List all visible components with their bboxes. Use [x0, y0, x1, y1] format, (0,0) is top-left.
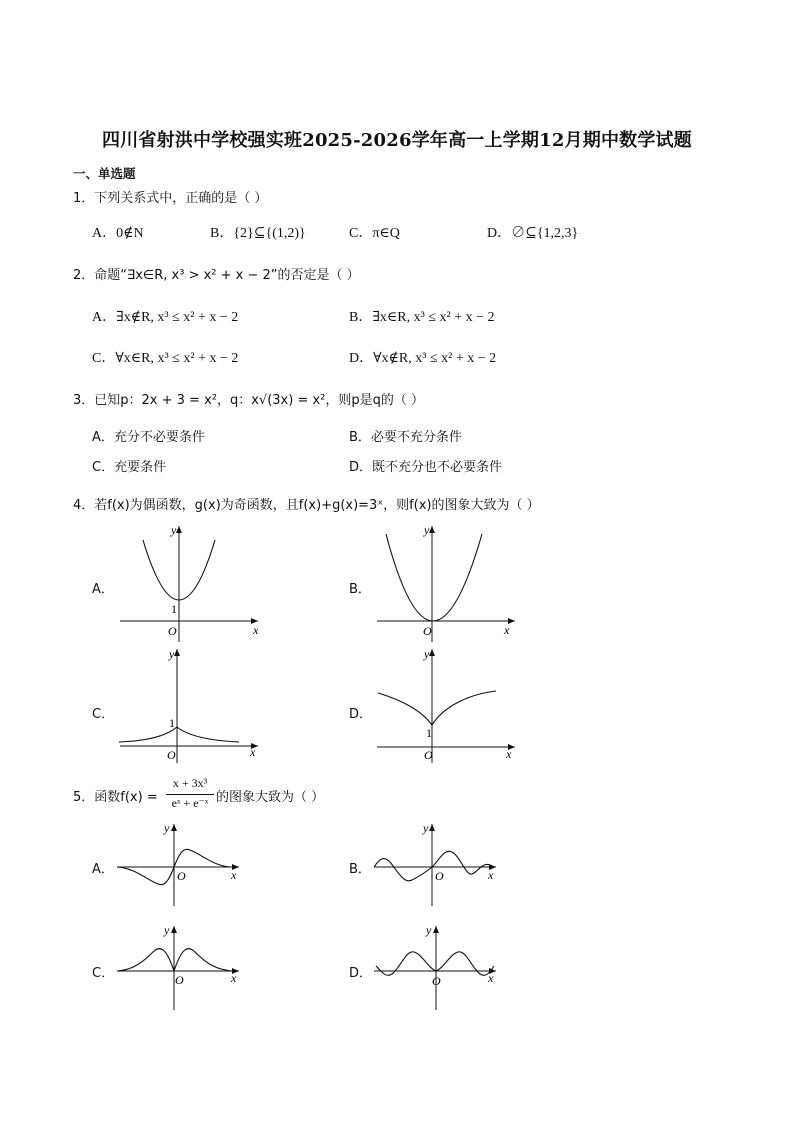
question-5-stem-prefix: 5．函数f(x) = [73, 790, 158, 805]
origin-label: O [168, 624, 177, 638]
question-4-option-b: B． [349, 582, 371, 597]
question-1-stem: 1．下列关系式中，正确的是（ ） [73, 191, 268, 206]
origin-label: O [167, 748, 176, 762]
question-4-stem: 4．若f(x)为偶函数，g(x)为奇函数，且f(x)+g(x)=3ˣ，则f(x)的图象大致为（ ） [73, 498, 540, 513]
q5-graph-c [115, 922, 245, 1012]
question-2-option-b: B．∃x∈R, x³ ≤ x² + x − 2 [349, 310, 495, 325]
q4-graph-b [372, 520, 522, 645]
y-axis-label: y [424, 523, 430, 537]
x-axis-label: x [504, 623, 510, 637]
q4-graph-c [115, 645, 265, 765]
q4c-curve [119, 727, 239, 742]
q4-graph-d [372, 645, 522, 765]
x-axis-label: x [488, 971, 494, 985]
q4d-curve [378, 691, 496, 725]
y-axis-label: y [169, 647, 175, 661]
origin-label: O [435, 869, 444, 883]
section-heading: 一、单选题 [73, 166, 136, 181]
q4b-curve [386, 534, 482, 621]
origin-label: O [423, 624, 432, 638]
y-axis-label: y [426, 923, 432, 937]
question-1-option-c: C．π∈Q [349, 226, 400, 241]
question-4-option-d: D． [349, 707, 373, 722]
intercept-label: 1 [171, 602, 177, 616]
question-1-option-d: D．∅⊆{1,2,3} [487, 226, 579, 241]
intercept-label: 1 [426, 726, 432, 740]
x-axis-label: x [250, 745, 256, 759]
question-2-option-c: C．∀x∈R, x³ ≤ x² + x − 2 [92, 351, 239, 366]
question-4-option-a: A． [92, 582, 114, 597]
origin-label: O [175, 973, 184, 987]
question-3-option-b: B．必要不充分条件 [349, 430, 462, 445]
q5-graph-d [372, 922, 502, 1012]
fraction-bar [166, 794, 214, 795]
q4-graph-a [115, 520, 265, 645]
y-axis-label: y [171, 523, 177, 537]
question-2-option-a: A．∃x∉R, x³ ≤ x² + x − 2 [92, 310, 239, 325]
y-axis-label: y [424, 647, 430, 661]
q5c-curve [117, 949, 233, 971]
x-axis-label: x [253, 623, 259, 637]
y-axis-label: y [164, 923, 170, 937]
x-axis-label: x [231, 868, 237, 882]
origin-label: O [424, 748, 433, 762]
question-1-option-b: B．{2}⊆{(1,2)} [210, 226, 306, 241]
x-axis-label: x [488, 868, 494, 882]
question-3-option-d: D．既不充分也不必要条件 [349, 460, 503, 475]
question-5-option-b: B． [349, 862, 371, 877]
q5-graph-a [115, 820, 245, 908]
page-title: 四川省射洪中学校强实班2025-2026学年高一上学期12月期中数学试题 [102, 130, 692, 151]
question-5-stem-suffix: 的图象大致为（ ） [216, 790, 325, 805]
question-3-option-c: C．充要条件 [92, 460, 167, 475]
y-axis-label: y [423, 821, 429, 835]
x-axis-label: x [506, 747, 512, 761]
question-4-option-c: C． [92, 707, 115, 722]
origin-label: O [432, 974, 441, 988]
question-5-denominator: eˣ + e⁻ˣ [171, 796, 209, 810]
x-axis-label: x [231, 971, 237, 985]
origin-label: O [177, 869, 186, 883]
question-5-numerator: x + 3x³ [172, 776, 208, 790]
question-2-stem: 2．命题“∃x∈R, x³ > x² + x − 2”的否定是（ ） [73, 268, 360, 283]
question-5-option-d: D． [349, 966, 373, 981]
question-3-stem: 3．已知p：2x + 3 = x²，q：x√(3x) = x²，则p是q的（ ） [73, 393, 425, 408]
question-2-option-d: D．∀x∉R, x³ ≤ x² + x − 2 [349, 351, 497, 366]
q5d-curve [376, 952, 494, 975]
question-5-option-c: C． [92, 966, 115, 981]
y-axis-label: y [164, 821, 170, 835]
question-5-option-a: A． [92, 862, 114, 877]
intercept-label: 1 [169, 716, 175, 730]
question-1-option-a: A．0∉N [92, 226, 144, 241]
question-3-option-a: A．充分不必要条件 [92, 430, 205, 445]
q5-graph-b [372, 820, 502, 908]
